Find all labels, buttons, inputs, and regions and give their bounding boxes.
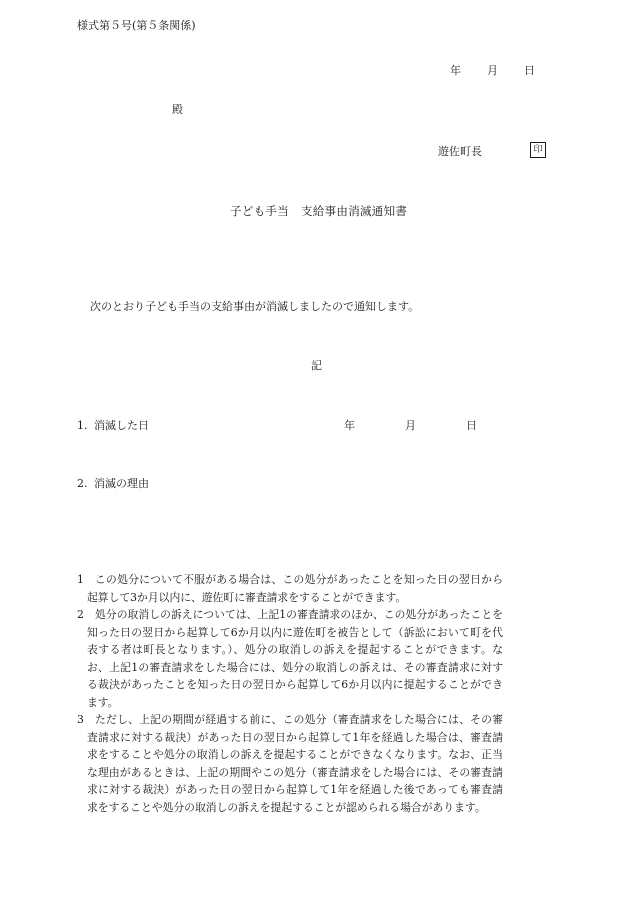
- note-item: [77, 711, 503, 816]
- extinction-year-label: 年: [344, 419, 355, 432]
- title-part-1: 子ども手当: [230, 204, 289, 218]
- note-number: 2: [77, 608, 84, 621]
- extinction-month-label: 月: [405, 419, 416, 432]
- note-number: 3: [77, 713, 84, 726]
- note-number: 1: [77, 573, 84, 586]
- note-text: この処分について不服がある場合は、この処分があったことを知った日の翌日から起算して3か月以内に、遊佐町に審査請求をすることができます。: [87, 573, 503, 604]
- item-number: 1.: [77, 419, 88, 432]
- document-title: [230, 206, 407, 218]
- extinction-date-fields: [344, 420, 477, 431]
- notice-date: [450, 65, 535, 76]
- seal-mark: 印: [530, 142, 546, 158]
- addressee-honorific: 殿: [172, 103, 183, 116]
- extinction-day-label: 日: [466, 419, 477, 432]
- item-extinction-date: [77, 420, 149, 431]
- form-number: 様式第５号(第５条関係): [77, 19, 196, 32]
- date-day-label: 日: [524, 64, 535, 77]
- item-extinction-reason: [77, 478, 149, 489]
- note-item: [77, 606, 503, 711]
- item-label: 消滅の理由: [94, 477, 149, 490]
- date-month-label: 月: [487, 64, 498, 77]
- item-label: 消滅した日: [94, 419, 149, 432]
- note-text: 処分の取消しの訴えについては、上記1の審査請求のほか、この処分があったことを知った日の翌日から起算して6か月以内に遊佐町を被告として（訴訟において町を代表する者は町長となります。）、処分の取消しの訴えを提起することができます。なお、上記1の審査請求をした場合には、処分の取消しの訴えは、その審査請求に対する裁決があったことを知った日の翌日から起算して6か月以内に提起することができます。: [87, 608, 503, 709]
- item-number: 2.: [77, 477, 88, 490]
- note-item: [77, 571, 503, 606]
- note-text: ただし、上記の期間が経過する前に、この処分（審査請求をした場合には、その審査請求に対する裁決）があった日の翌日から起算して1年を経過した場合は、審査請求をすることや処分の取消しの訴えを提起することができなくなります。なお、正当な理由があるときは、上記の期間やこの処分（審査請求をした場合には、その審査請求に対する裁決）があった日の翌日から起算して1年を経過した後であっても審査請求をすることや処分の取消しの訴えを提起することが認められる場合があります。: [87, 713, 503, 814]
- appeal-notes: [77, 571, 503, 816]
- ki-heading: 記: [311, 359, 322, 372]
- issuer-name: 遊佐町長: [438, 145, 482, 158]
- title-part-2: 支給事由消滅通知書: [301, 204, 408, 218]
- intro-text: 次のとおり子ども手当の支給事由が消滅しましたので通知します。: [90, 300, 420, 313]
- date-year-label: 年: [450, 64, 461, 77]
